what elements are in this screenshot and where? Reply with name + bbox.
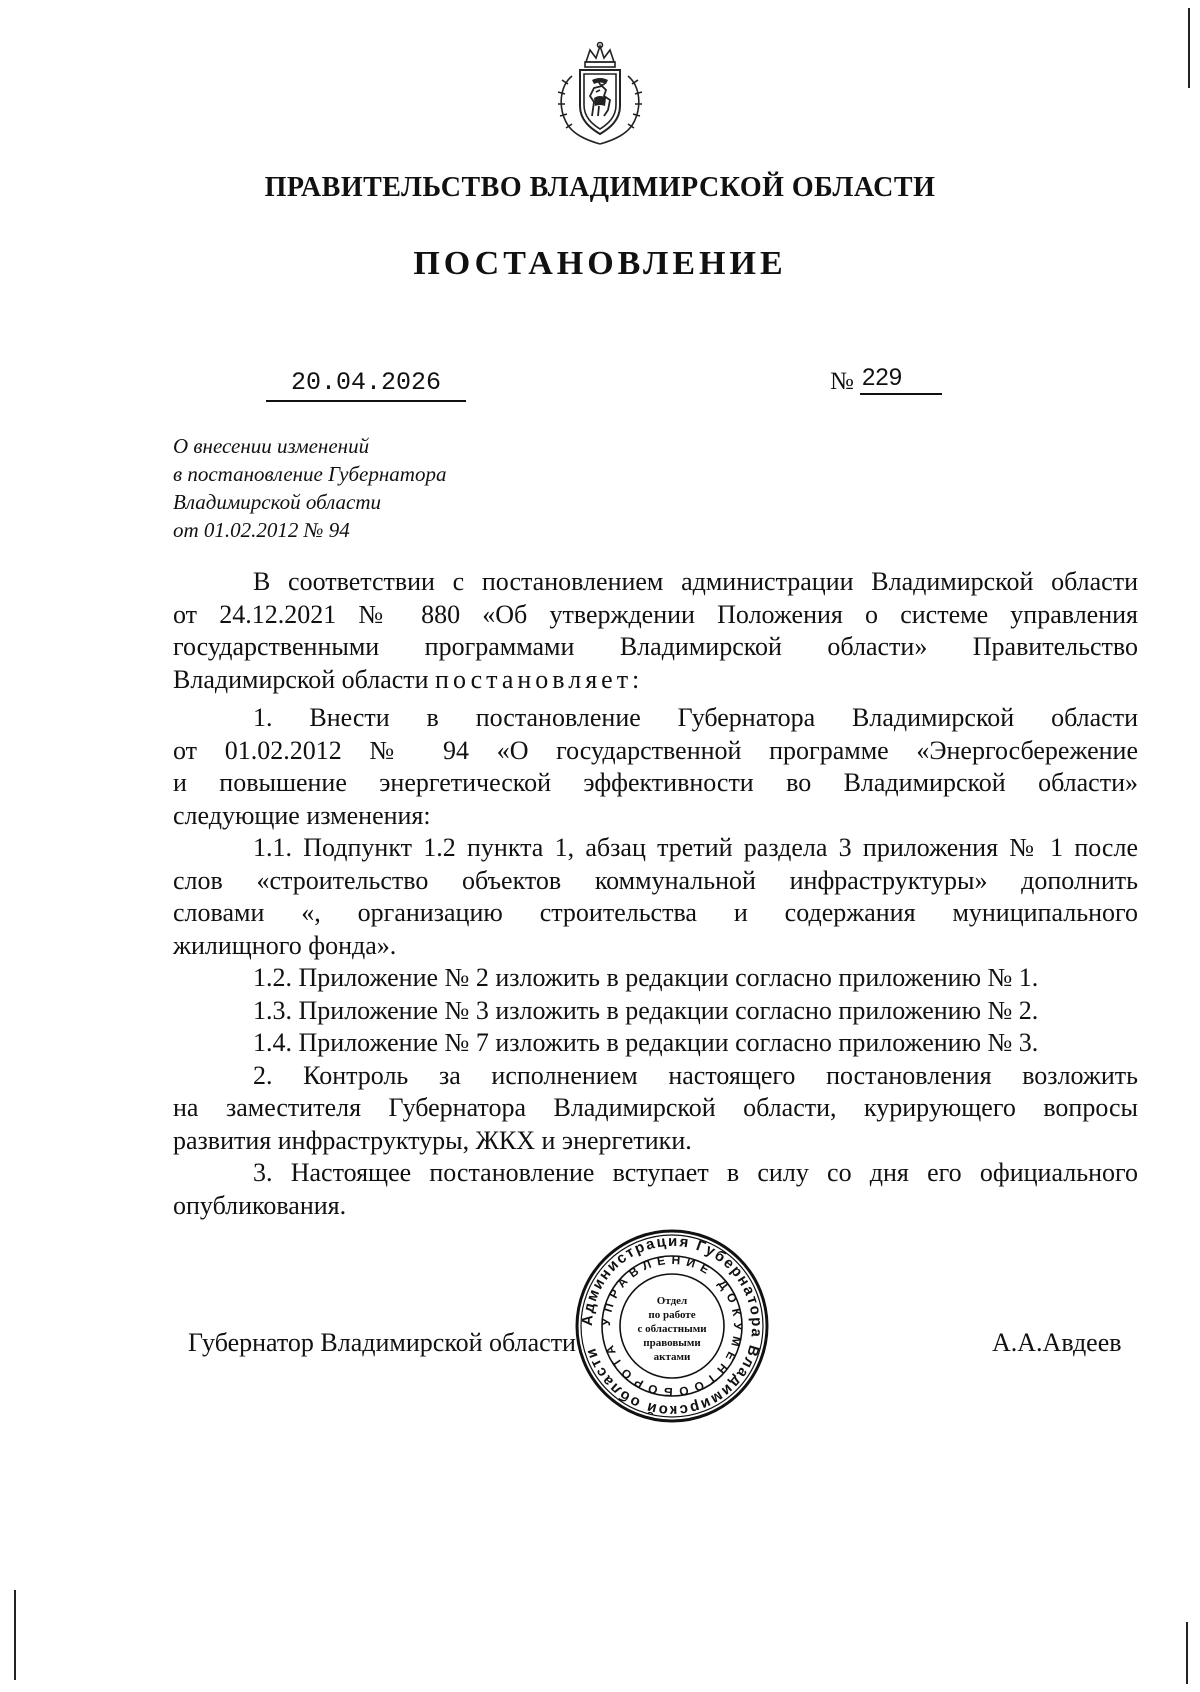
body-line: 3. Настоящее постановление вступает в силу со дня его официального bbox=[253, 1158, 1138, 1187]
signatory-position: Губернатор Владимирской области bbox=[188, 1328, 576, 1357]
document-number-sign: № bbox=[830, 368, 854, 395]
body-line: 1.4. Приложение № 7 изложить в редакции согласно приложению № 3. bbox=[253, 1028, 1039, 1057]
body-line bbox=[173, 664, 1138, 697]
signatory-name: А.А.Авдеев bbox=[992, 1328, 1122, 1357]
body-line: 2. Контроль за исполнением настоящего постановления возложить bbox=[253, 1060, 1138, 1090]
scan-edge-line bbox=[1186, 1622, 1188, 1684]
number-underline bbox=[860, 393, 942, 395]
decree-keyword: постановляет: bbox=[435, 664, 644, 694]
official-stamp bbox=[574, 1228, 770, 1424]
document-subject bbox=[173, 432, 446, 544]
body-line: жилищного фонда». bbox=[173, 930, 397, 960]
subject-line: Владимирской области bbox=[173, 490, 382, 514]
body-line: от 24.12.2021 № 880 «Об утверждении Положения о системе управления bbox=[173, 599, 1138, 629]
stamp-outer-text: Администрация Губернатора Владимирской области bbox=[578, 1232, 766, 1420]
subject-line: О внесении изменений bbox=[173, 434, 370, 458]
body-text: Владимирской области bbox=[173, 664, 429, 694]
body-line: В соответствии с постановлением администрации Владимирской области bbox=[253, 567, 1138, 596]
document-date: 20.04.2026 bbox=[290, 368, 442, 397]
document-number: 229 bbox=[862, 364, 903, 391]
document-body bbox=[173, 566, 1138, 1222]
body-line: слов «строительство объектов коммунальной инфраструктуры» дополнить bbox=[173, 865, 1138, 895]
stamp-center-line: Отдел bbox=[656, 1295, 688, 1307]
body-line: опубликования. bbox=[173, 1190, 347, 1220]
stamp-center-line: по работе bbox=[648, 1309, 696, 1321]
body-line: 1.3. Приложение № 3 изложить в редакции согласно приложению № 2. bbox=[253, 995, 1039, 1025]
body-line: 1.1. Подпункт 1.2 пункта 1, абзац третий раздела 3 приложения № 1 после bbox=[253, 833, 1138, 862]
subject-line: от 01.02.2012 № 94 bbox=[173, 518, 350, 542]
body-line: 1. Внести в постановление Губернатора Владимирской области bbox=[253, 703, 1138, 732]
date-underline bbox=[266, 400, 466, 402]
organization-title: ПРАВИТЕЛЬСТВО ВЛАДИМИРСКОЙ ОБЛАСТИ bbox=[264, 172, 936, 203]
subject-line: в постановление Губернатора bbox=[173, 462, 447, 486]
body-line: 1.2. Приложение № 2 изложить в редакции согласно приложению № 1. bbox=[253, 963, 1039, 992]
stamp-inner-text: УПРАВЛЕНИЕ ДОКУМЕНТООБОРОТА bbox=[598, 1252, 746, 1400]
body-line: на заместителя Губернатора Владимирской области, курирующего вопросы bbox=[173, 1093, 1138, 1122]
stamp-center-line: с областными bbox=[637, 1323, 707, 1335]
stamp-center-line: актами bbox=[653, 1351, 691, 1363]
coat-of-arms-icon bbox=[552, 40, 648, 148]
body-line: государственными программами Владимирской области» Правительство bbox=[173, 632, 1138, 661]
body-line: словами «, организацию строительства и содержания муниципального bbox=[173, 898, 1138, 927]
stamp-center-line: правовыми bbox=[643, 1337, 701, 1349]
scan-edge-line bbox=[14, 1590, 16, 1680]
scan-edge-line bbox=[1188, 8, 1190, 88]
body-line: от 01.02.2012 № 94 «О государственной программе «Энергосбережение bbox=[173, 735, 1138, 765]
body-line: развития инфраструктуры, ЖКХ и энергетики. bbox=[173, 1125, 692, 1155]
document-type-title: ПОСТАНОВЛЕНИЕ bbox=[413, 245, 787, 282]
body-line: и повышение энергетической эффективности во Владимирской области» bbox=[173, 768, 1138, 797]
body-line: следующие изменения: bbox=[173, 800, 431, 830]
